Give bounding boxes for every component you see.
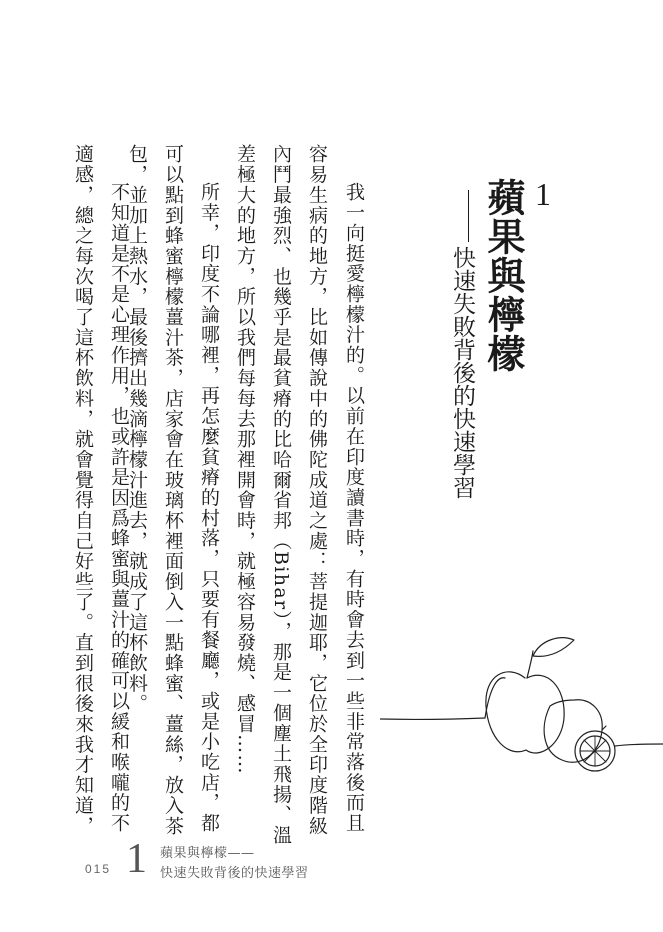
apple-lemon-line-art-icon	[380, 626, 663, 776]
chapter-subtitle	[450, 190, 473, 499]
text-line-1: 我一向挺愛檸檬汁的。以前在印度讀書時，有時會去到一些非常落後而且	[343, 182, 365, 834]
text-line-8: 不知道是不是心理作用，也或許是因爲蜂蜜與薑汁的確可以緩和喉嚨的不	[108, 182, 130, 834]
text-line-3: 內鬥最強烈、也幾乎是最貧瘠的比哈爾省邦（Bihar），那是一個塵土飛揚、溫	[270, 144, 292, 846]
text-line-9: 適感，總之每次喝了這杯飲料，就會覺得自己好些了。直到很後來我才知道，	[72, 144, 94, 836]
chapter-title: 蘋果與檸檬	[481, 178, 526, 373]
text-line-7: 包，並加上熱水，最後擠出幾滴檸檬汁進去，就成了這杯飲料。	[126, 144, 148, 714]
text-line-2: 容易生病的地方，比如傳說中的佛陀成道之處：菩提迦耶，它位於全印度階級	[306, 144, 328, 836]
chapter-subtitle-text: 快速失敗背後的快速學習	[449, 246, 475, 499]
text-line-6: 可以點到蜂蜜檸檬薑汁茶，店家會在玻璃杯裡面倒入一點蜂蜜、薑絲，放入茶	[162, 144, 184, 836]
text-line-4: 差極大的地方，所以我們每每去那裡開會時，就極容易發燒、感冒……	[234, 144, 256, 775]
subtitle-dash	[468, 190, 469, 242]
footer-title-line2: 快速失敗背後的快速學習	[160, 866, 309, 881]
chapter-number: 1	[535, 176, 551, 212]
footer-chapter-number: 1	[126, 836, 147, 882]
page-number: 015	[85, 862, 112, 876]
text-line-5: 所幸，印度不論哪裡，再怎麼貧瘠的村落，只要有餐廳，或是小吃店，都	[198, 182, 220, 834]
footer-title-line1: 蘋果與檸檬——	[160, 846, 255, 861]
